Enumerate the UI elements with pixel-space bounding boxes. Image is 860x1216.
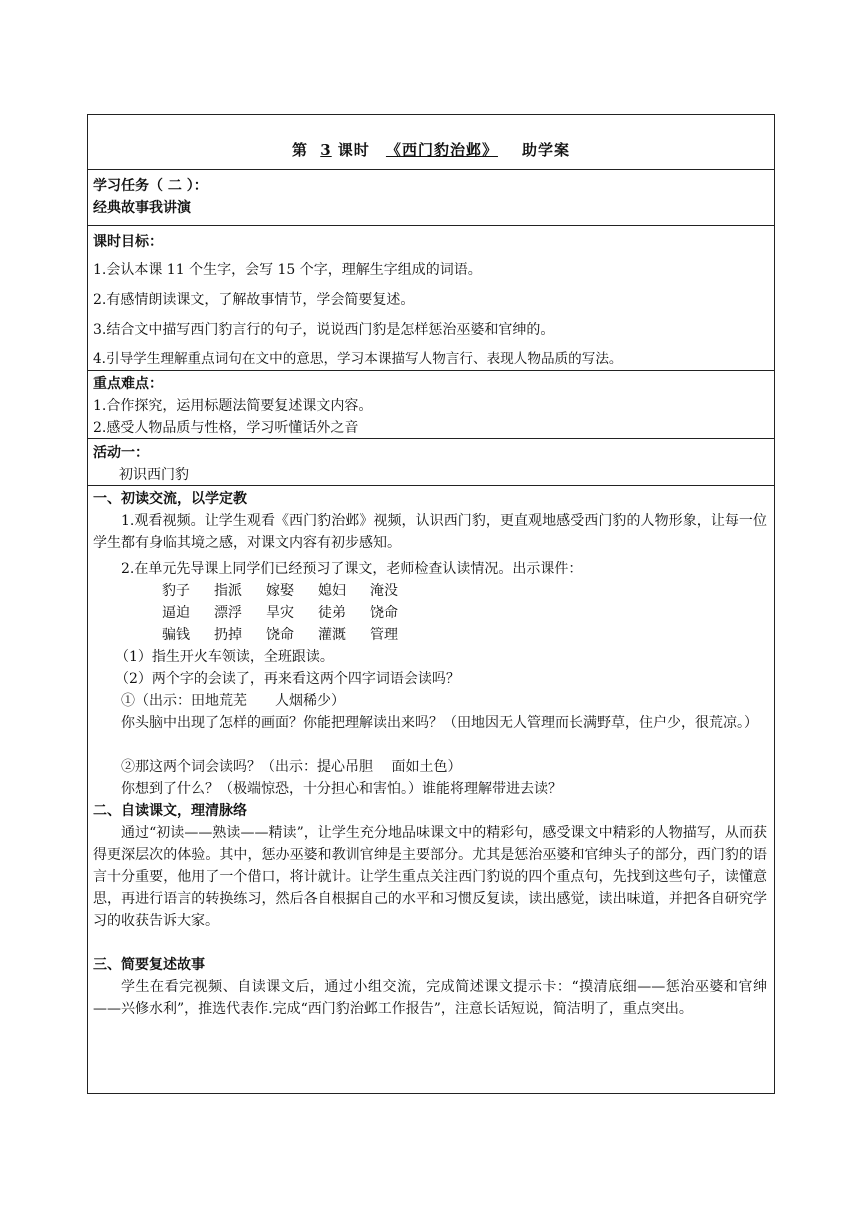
key-point-1: 1.合作探究，运用标题法简要复述课文内容。 [93,398,373,414]
activity-body [88,486,774,1093]
section-1-question-2: （2）两个字的会读了，再来看这两个四字词语会读吗？ [115,671,460,687]
word: 豹子 [162,583,190,599]
section-3-title: 三、简要复述故事 [93,957,205,973]
goal-item-4: 4.引导学生理解重点词句在文中的意思，学习本课描写人物言行、表现人物品质的写法。 [93,351,623,367]
task-row [88,170,774,226]
word: 灌溉 [318,627,346,643]
section-1-show-1: ①（出示：田地荒芜 人烟稀少） [121,693,345,709]
title-row [88,115,774,170]
word: 骗钱 [162,627,190,643]
goal-item-1: 1.会认本课 11 个生字，会写 15 个字，理解生字组成的词语。 [93,262,482,278]
section-1-question-1: （1）指生开火车领读，全班跟读。 [115,649,334,665]
section-1-show-2: ②那这两个词会读吗？（出示：提心吊胆 面如土色） [121,759,462,775]
word: 嫁娶 [266,583,294,599]
goals-row [88,226,774,371]
section-3-paragraph: 学生在看完视频、自读课文后，通过小组交流，完成简述课文提示卡：“摸清底细——惩治巫婆和官绅——兴修水利”，推选代表作.完成“西门豹治邺工作报告”，注意长话短说，简洁明了，重点突出。 [93,979,767,1017]
word: 媳妇 [318,583,346,599]
word-row-2 [162,602,769,622]
activity-name: 初识西门豹 [119,467,189,483]
section-1-paragraph-1: 1.观看视频。让学生观看《西门豹治邺》视频，认识西门豹，更直观地感受西门豹的人物形象，让每一位学生都有身临其境之感，对课文内容有初步感知。 [93,513,767,551]
title-middle: 课时 [337,141,370,159]
section-1-paragraph-2: 2.在单元先导课上同学们已经预习了课文，老师检查认读情况。出示课件： [121,561,583,577]
word-row-1 [162,580,769,600]
goals-heading: 课时目标： [93,234,163,250]
book-title: 《西门豹治邺》 [385,141,498,159]
key-point-2: 2.感受人物品质与性格，学习听懂话外之音 [93,420,359,436]
task-name: 经典故事我讲演 [93,200,191,216]
word: 淹没 [370,583,398,599]
word: 扔掉 [214,627,242,643]
task-heading: 学习任务（ 二 ）： [93,178,208,194]
key-points-row [88,371,774,439]
word: 旱灾 [266,605,294,621]
word: 饶命 [266,627,294,643]
page-title [88,139,774,160]
word: 逼迫 [162,605,190,621]
section-1-title: 一、初读交流，以学定教 [93,491,247,507]
goal-item-3: 3.结合文中描写西门豹言行的句子，说说西门豹是怎样惩治巫婆和官绅的。 [93,322,555,338]
section-2-paragraph: 通过“初读——熟读——精读”，让学生充分地品味课文中的精彩句，感受课文中精彩的人物描写，从而获得更深层次的体验。其中，惩办巫婆和教训官绅是主要部分。尤其是惩治巫婆和官绅头子的部分，西门豹的语言十分重要，他用了一个借口，将计就计。让学生重点关注西门豹说的四个重点句，先找到这些句子，读懂意思，再进行语言的转换练习，然后各自根据自己的水平和习惯反复读，读出感觉，读出味道，并把各自研究学习的收获告诉大家。 [93,825,767,929]
title-suffix: 助学案 [521,141,570,159]
word: 漂浮 [214,605,242,621]
word: 饶命 [370,605,398,621]
word: 管理 [370,627,398,643]
word: 徒弟 [318,605,346,621]
key-points-heading: 重点难点： [93,376,163,392]
lesson-plan-table [87,114,775,1094]
title-prefix: 第 [292,141,309,159]
word: 指派 [214,583,242,599]
section-2-title: 二、自读课文，理清脉络 [93,803,247,819]
section-1-paragraph-4: 你想到了什么？（极端惊恐，十分担心和害怕。）谁能将理解带进去读？ [121,781,562,797]
activity-row [88,439,774,486]
activity-heading: 活动一： [93,445,149,461]
goal-item-2: 2.有感情朗读课文，了解故事情节，学会简要复述。 [93,292,415,308]
word-row-3 [162,624,769,644]
lesson-number: 3 [320,141,332,159]
section-1-paragraph-3: 你头脑中出现了怎样的画面？你能把理解读出来吗？（田地因无人管理而长满野草，住户少，很荒凉。） [121,715,758,731]
